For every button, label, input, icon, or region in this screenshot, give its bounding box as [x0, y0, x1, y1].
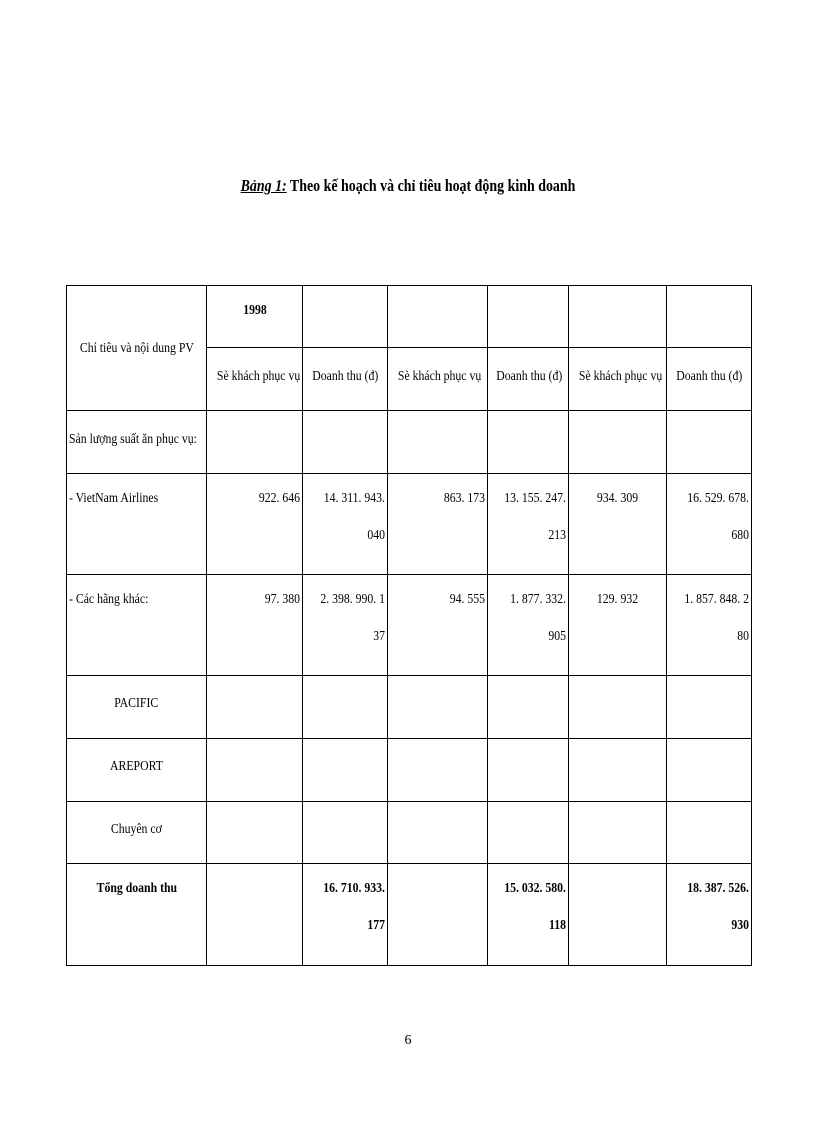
data-cell: 129. 932 — [569, 575, 667, 676]
table-title-text: Theo kế hoạch và chỉ tiêu hoạt động kinh doanh — [286, 176, 576, 195]
empty-cell — [303, 739, 388, 802]
empty-cell — [388, 802, 488, 864]
col-header-revenue: Doanh thu (đ) — [303, 348, 388, 411]
total-cell: 18. 387. 526. 930 — [667, 864, 752, 966]
row-label: Chuyên cơ — [111, 822, 162, 837]
empty-cell — [207, 802, 303, 864]
empty-cell — [569, 802, 667, 864]
empty-cell — [388, 411, 488, 474]
section-label-cell — [67, 411, 207, 474]
empty-cell — [488, 676, 569, 739]
empty-cell — [207, 411, 303, 474]
year-cell — [207, 286, 303, 348]
table-row — [67, 474, 752, 575]
table-title-prefix: Bảng 1: — [240, 176, 287, 195]
row-label-cell — [67, 575, 207, 676]
empty-cell — [569, 864, 667, 966]
row-label-cell — [67, 802, 207, 864]
row-label: AREPORT — [110, 759, 163, 774]
empty-cell — [569, 411, 667, 474]
row-label-cell — [67, 474, 207, 575]
section-label: Sản lượng suất ăn phục vụ: — [69, 432, 197, 447]
row-label: - VietNam Airlines — [69, 491, 159, 506]
total-row — [67, 864, 752, 966]
empty-header-cell — [667, 286, 752, 348]
total-label: Tổng doanh thu — [96, 881, 177, 896]
row-header-label: Chỉ tiêu và nội dung PV — [79, 340, 194, 356]
empty-cell — [303, 676, 388, 739]
empty-cell — [303, 411, 388, 474]
table-row — [67, 676, 752, 739]
col-header-revenue: Doanh thu (đ) — [667, 348, 752, 411]
data-cell: 13. 155. 247. 213 — [488, 474, 569, 575]
empty-cell — [667, 802, 752, 864]
data-cell: 16. 529. 678. 680 — [667, 474, 752, 575]
data-cell: 2. 398. 990. 137 — [303, 575, 388, 676]
table-row — [67, 739, 752, 802]
data-cell: 97. 380 — [207, 575, 303, 676]
empty-header-cell — [303, 286, 388, 348]
col-header-customers: Sè khách phục vụ — [388, 348, 488, 411]
col-header-customers: Sè khách phục vụ — [569, 348, 667, 411]
data-cell: 1. 877. 332. 905 — [488, 575, 569, 676]
data-cell: 1. 857. 848. 280 — [667, 575, 752, 676]
col-header-revenue: Doanh thu (đ) — [488, 348, 569, 411]
year-label: 1998 — [242, 303, 267, 318]
row-header-cell — [67, 286, 207, 411]
col-header-customers: Sè khách phục vụ — [207, 348, 303, 411]
empty-cell — [569, 676, 667, 739]
row-label-cell — [67, 739, 207, 802]
business-plan-table — [66, 285, 752, 966]
empty-cell — [667, 739, 752, 802]
empty-cell — [488, 802, 569, 864]
table-title — [73, 176, 742, 196]
total-label-cell — [67, 864, 207, 966]
empty-cell — [207, 739, 303, 802]
empty-cell — [207, 864, 303, 966]
table-row — [67, 802, 752, 864]
total-cell: 16. 710. 933. 177 — [303, 864, 388, 966]
empty-header-cell — [388, 286, 488, 348]
empty-cell — [488, 411, 569, 474]
empty-cell — [303, 802, 388, 864]
row-label: PACIFIC — [114, 696, 159, 711]
section-row — [67, 411, 752, 474]
row-label-cell — [67, 676, 207, 739]
empty-cell — [388, 864, 488, 966]
empty-cell — [388, 739, 488, 802]
empty-cell — [667, 411, 752, 474]
empty-cell — [667, 676, 752, 739]
data-cell: 863. 173 — [388, 474, 488, 575]
total-cell: 15. 032. 580. 118 — [488, 864, 569, 966]
data-cell: 14. 311. 943. 040 — [303, 474, 388, 575]
empty-header-cell — [488, 286, 569, 348]
header-row-year — [67, 286, 752, 348]
empty-header-cell — [569, 286, 667, 348]
empty-cell — [569, 739, 667, 802]
empty-cell — [488, 739, 569, 802]
table-row — [67, 575, 752, 676]
row-label: - Các hãng khác: — [69, 592, 149, 607]
data-cell: 922. 646 — [207, 474, 303, 575]
empty-cell — [207, 676, 303, 739]
data-cell: 94. 555 — [388, 575, 488, 676]
empty-cell — [388, 676, 488, 739]
data-cell: 934. 309 — [569, 474, 667, 575]
page-number: 6 — [404, 1033, 412, 1048]
